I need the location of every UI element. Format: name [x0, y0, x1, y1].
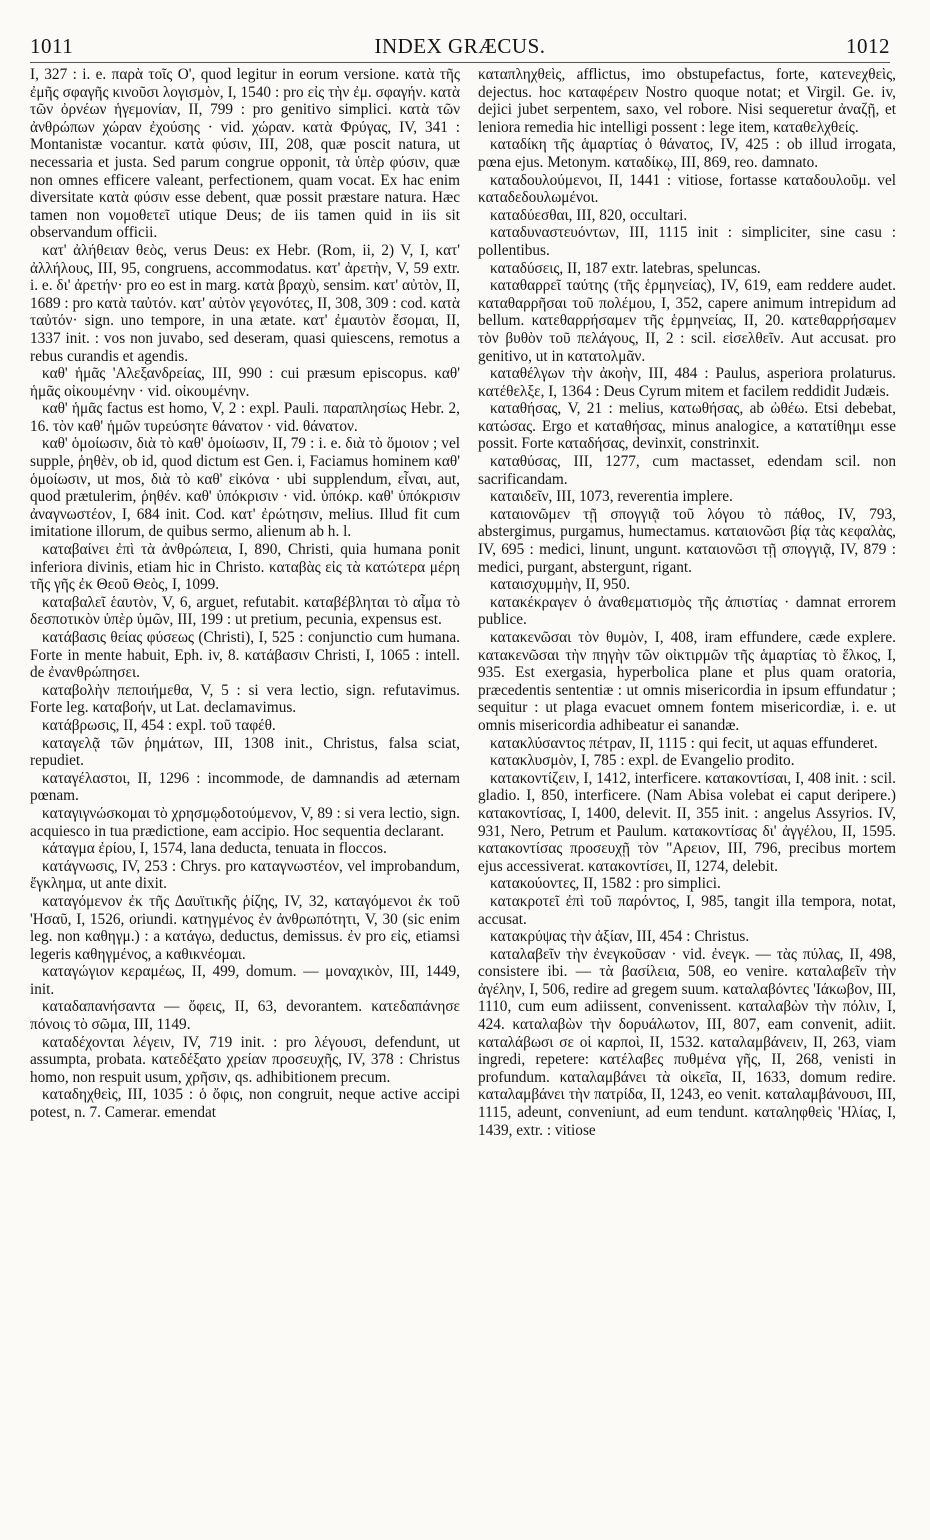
entry: καταγιγνώσκομαι τὸ χρησμῳδοτούμενον, V, 89 : si vera lectio, sign. acquiesco in tua prædictione, eam accipio. Hoc sequentia declarant.: [30, 804, 460, 840]
entry: καθ' ἡμᾶς factus est homo, V, 2 : expl. Pauli. παραπλησίως Hebr. 2, 16. τὸν καθ' ἡμῶν τυρεύσητε θάνατον · vid. θάνατον.: [30, 400, 460, 435]
entry: καταγέλαστοι, II, 1296 : incommode, de damnandis ad æternam pœnam.: [30, 769, 460, 805]
entry: κατακοντίζειν, I, 1412, interficere. κατακοντίσαι, I, 408 init. : scil. gladio. I, 850, interficere. (Nam Abisa volebat ei caput deripere.) κατακοντίσας, I, 1400, delevit. II, 355 init. : angelus Assyrios. IV, 931, Nero, Petrum et Paulum. κατακοντίσας δι' ἀγγέλου, II, 1595. κατακοντίσας προσευχῇ τὸν "Αρειον, III, 796, precibus mortem ejus accessiverat. κατακοντίσει, II, 1274, delebit.: [478, 769, 896, 875]
entry: καθ' ὁμοίωσιν, διὰ τὸ καθ' ὁμοίωσιν, II, 79 : i. e. διὰ τὸ ὅμοιον ; vel supple, ῥηθὲν, ob id, quod dictum est Gen. i, Faciamus hominem καθ' ὁμοίωσιν, ut mos, διὰ τὸ καθ' εἰκόνα · ubi supplendum, εἶναι, aut, quod prætulerim, ῥηθέν. καθ' ὑπόκρισιν · vid. ὑπόκρ. καθ' ὑπόκρισιν ἀναγνωστέον, I, 684 init. Cod. κατ' ἐρώτησιν, melius. Illud fit cum imitatione illorum, de quibus sermo, alienum ab h. l.: [30, 435, 460, 541]
entry: I, 327 : i. e. παρὰ τοῖς Ο', quod legitur in eorum versione. κατὰ τῆς ἐμῆς σφαγῆς κινοῦσι λογισμὸν, I, 1540 : pro εἰς τὴν ἐμ. σφαγήν. κατὰ τῶν ὀρνέων ἡγεμονίαν, II, 799 : pro genitivo simplici. κατὰ τῶν ἀνθρώπων χώραν ἐχούσης · vid. χώραν. κατὰ Φρύγας, IV, 341 : Montanistæ vocantur. κατὰ φύσιν, III, 208, quæ poscit natura, ut necessaria et justa. Sed parum congrue opponit, τὰ ὑπὲρ φύσιν, quæ non omnes efficere valeant, perfectionem, quam vocat. Ex hac enim diversitate κατὰ φύσιν esse debent, quæ possit præstare natura. Hæc tamen non νομοθετεῖ utique Deus; de iis tamen quid in iis sit observandum officii.: [30, 66, 460, 242]
entry: καταδηχθεὶς, III, 1035 : ὁ ὄφις, non congruit, neque active accipi potest, n. 7. Camerar. emendat: [30, 1086, 460, 1122]
entry: καταβαίνει ἐπὶ τὰ ἀνθρώπεια, I, 890, Christi, quia humana ponit inferiora divinis, etiam hic in Christo. καταβὰς εἰς τὰ κατώτερα μέρη τῆς γῆς ἐκ Θεοῦ Θεὸς, I, 1099.: [30, 541, 460, 594]
right-page-number: 1012: [846, 34, 890, 58]
left-column: [30, 66, 460, 1526]
entry: καταγώγιον κεραμέως, II, 499, domum. — μοναχικὸν, III, 1449, init.: [30, 963, 460, 998]
header-rule: [30, 62, 890, 63]
entry: καταδουλούμενοι, II, 1441 : vitiose, fortasse καταδουλοῦμ. vel καταδεδουλωμένοι.: [478, 171, 896, 207]
entry: κατάβρωσις, II, 454 : expl. τοῦ ταφέθ.: [42, 716, 276, 734]
entry: καταδίκη τῆς ἁμαρτίας ὁ θάνατος, IV, 425 : ob illud irrogata, pœna ejus. Metonym. καταδίκῳ, III, 869, reo. damnato.: [478, 136, 896, 171]
entry: καταβολὴν πεποιήμεθα, V, 5 : si vera lectio, sign. refutavimus. Forte leg. καταβοήν, ut Lat. declamavimus.: [30, 681, 460, 717]
entry: καταθέλγων τὴν ἀκοὴν, III, 484 : Paulus, asperiora prolaturus. κατέθελξε, I, 1364 : Deus Cyrum mitem et facilem reddidit Judæis.: [478, 365, 896, 400]
entry: κατακούοντες, II, 1582 : pro simplici.: [490, 875, 721, 893]
entry: κάταγμα ἐρίου, I, 1574, lana deducta, tenuata in floccos.: [42, 840, 387, 858]
entry: καθ' ἡμᾶς 'Αλεξανδρείας, III, 990 : cui præsum episcopus. καθ' ἡμᾶς οἰκουμένην · vid. οἰκουμένην.: [30, 365, 460, 400]
entry: καταγελᾷ τῶν ῥημάτων, III, 1308 init., Christus, falsa sciat, repudiet.: [30, 734, 460, 770]
entry: κατακενῶσαι τὸν θυμὸν, I, 408, iram effundere, cæde explere. κατακενῶσαι τὴν πηγὴν τῶν οἰκτιρμῶν τῆς ἁμαρτίας τὸ ἕλκος, I, 935. Est exergasia, hyperbolica plane et plus quam oratoria, præcedentis sententiæ : ut omnis misericordia in ipsum effundatur ; sequitur : ut plaga evacuet omnem fontem misericordiæ, i. e. ut omnis misericordia adhibeatur ei sanandæ.: [478, 629, 896, 734]
entry: καταθήσας, V, 21 : melius, κατωθήσας, ab ὠθέω. Etsi debebat, κατώσας. Ergo et καταθήσας, minus analogice, a κατατίθημι esse possit. Forte καταδήσας, devinxit, constrinxit.: [478, 400, 896, 453]
entry: καταδυναστευόντων, III, 1115 init : simpliciter, sine casu : pollentibus.: [478, 224, 896, 259]
entry: καταθύσας, III, 1277, cum mactasset, edendam scil. non sacrificandam.: [478, 453, 896, 488]
entry: κατακρύψας τὴν ἀξίαν, III, 454 : Christus.: [490, 928, 750, 946]
entry: καταδαπανήσαντα — ὄφεις, II, 63, devorantem. κατεδαπάνησε πόνοις τὸ σῶμα, III, 1149.: [30, 998, 460, 1034]
entry: κατακλύσαντος πέτραν, II, 1115 : qui fecit, ut aquas effunderet.: [490, 734, 878, 752]
entry: καταδέχονται λέγειν, IV, 719 init. : pro λέγουσι, defendunt, ut assumpta, probata. κατεδέξατο χρείαν προσευχῆς, IV, 378 : Christus homo, non respuit usum, χρῆσιν, qs. adhibitionem precum.: [30, 1033, 460, 1086]
entry: καταδύεσθαι, III, 820, occultari.: [490, 206, 688, 224]
entry: κατάγνωσις, IV, 253 : Chrys. pro καταγνωστέον, vel improbandum, ἔγκλημα, ut ante dixit.: [30, 857, 460, 893]
right-column: [478, 66, 896, 1526]
entry: κατακροτεῖ ἐπὶ τοῦ παρόντος, I, 985, tangit illa tempora, notat, accusat.: [478, 892, 896, 928]
entry: καταισχυμμὴν, II, 950.: [490, 576, 631, 594]
entry: καταγόμενον ἐκ τῆς Δαυϊτικῆς ῥίζης, IV, 32, καταγόμενοι ἐκ τοῦ 'Ησαῦ, I, 1526, oriundi. κατηγμένος ἐν ἀνθρωπότητι, V, 30 (sic enim leg. non καθηγμ.) : a κατάγω, deductus, demissus. ἐν pro εἰς, etiamsi legeris καθηγμένος, a καθικνέομαι.: [30, 892, 460, 963]
entry: καταπληχθεὶς, afflictus, imo obstupefactus, forte, κατενεχθεὶς, dejectus. hoc καταφέρειν Nostro quoque notat; et Virgil. Ge. iv, dejici jubet serpentem, saxo, vel robore. Nisi sequeretur ἀναζῇ, et leniora remedia hic intelligi possent : lege item, καταθελχθείς.: [478, 66, 896, 136]
entry: καταθαρρεῖ ταύτης (τῆς ἑρμηνείας), IV, 619, eam reddere audet. καταθαρρῆσαι τοῦ πολέμου, I, 352, capere animum intrepidum ad bellum. κατεθαρρήσαμεν τῆς ἑρμηνείας, II, 20. κατεθαρρήσαμεν τὸν βυθὸν τοῦ πελάγους, II, 2 : scil. εἰσελθεῖν. Aut accusat. pro genitivo, ut in κατατολμᾶν.: [478, 277, 896, 365]
running-title: INDEX GRÆCUS.: [374, 34, 546, 58]
entry: κατακλυσμὸν, I, 785 : expl. de Evangelio prodito.: [490, 752, 795, 770]
entry: καταιδεῖν, III, 1073, reverentia implere.: [490, 488, 733, 506]
page-header: [30, 34, 890, 64]
entry: κατ' ἀλήθειαν θεὸς, verus Deus: ex Hebr. (Rom, ii, 2) V, I, κατ' ἀλλήλους, III, 95, congruens, accommodatus. κατ' ἀρετὴν, V, 59 extr. i. e. δι' ἀρετήν· pro eo est in marg. κατὰ βραχὺ, sensim. κατ' αὐτὸν, II, 1689 : pro κατὰ ταὐτόν. κατ' αὐτὸν γεγονότες, II, 308, 309 : cod. κατὰ ταὐτόν· sign. uno tempore, in una ætate. κατ' ἐμαυτὸν ἔσομαι, II, 1337 init. : vos non juvabo, sed deseram, quasi quiescens, remotus a rebus curandis et agendis.: [30, 241, 460, 365]
entry: καταλαβεῖν τὴν ἐνεγκοῦσαν · vid. ἐνεγκ. — τὰς πύλας, II, 498, consistere ibi. — τὰ βασίλεια, 508, eo venire. καταλαβεῖν τὴν ἀγέλην, I, 506, redire ad gregem suum. καταλαβόντες 'Ιάκωβον, III, 1110, cum eum adiissent, convenissent. καταλαβὼν τὴν πόλιν, I, 424. καταλαβὼν τὴν δορυάλωτον, III, 807, eam convenit, adiit. καταλάβωσι σε οἱ καρποὶ, II, 1532. καταλαμβάνειν, II, 263, viam ingredi, repetere: κατέλαβες πυθμένα γῆς, II, 268, venisti in profundum. καταλαμβάνει τὰ οἰκεῖα, II, 1633, domum redire. καταλαμβάνει τὴν πατρίδα, II, 1243, eo venit. καταλαμβάνουσι, III, 1115, adeunt, conveniunt, ad eum tendunt. καταληφθεὶς 'Ηλίας, I, 1439, extr. : vitiose: [478, 945, 896, 1139]
entry: κατάβασις θείας φύσεως (Christi), I, 525 : conjunctio cum humana. Forte in mente habuit, Eph. iv, 8. κατάβασιν Christi, I, 1065 : intell. de ἐνανθρώπησει.: [30, 629, 460, 682]
entry: καταδύσεις, II, 187 extr. latebras, speluncas.: [490, 259, 761, 277]
entry: καταβαλεῖ ἑαυτὸν, V, 6, arguet, refutabit. καταβέβληται τὸ αἷμα τὸ δεσποτικὸν ὑπὲρ ὑμῶν, III, 199 : ut pretium, pecunia, expensus est.: [30, 593, 460, 629]
left-page-number: 1011: [30, 34, 74, 58]
entry: κατακέκραγεν ὁ ἀναθεματισμὸς τῆς ἀπιστίας · damnat errorem publice.: [478, 593, 896, 629]
entry: καταιονῶμεν τῇ σπογγιᾷ τοῦ λόγου τὸ πάθος, IV, 793, abstergimus, purgamus, humectamus. καταιονῶσι βίᾳ τὰς κεφαλὰς, IV, 695 : medici, linunt, ungunt. καταιονῶσι τῇ σπογγιᾷ, IV, 879 : medici, purgant, abstergunt, rigant.: [478, 505, 896, 576]
